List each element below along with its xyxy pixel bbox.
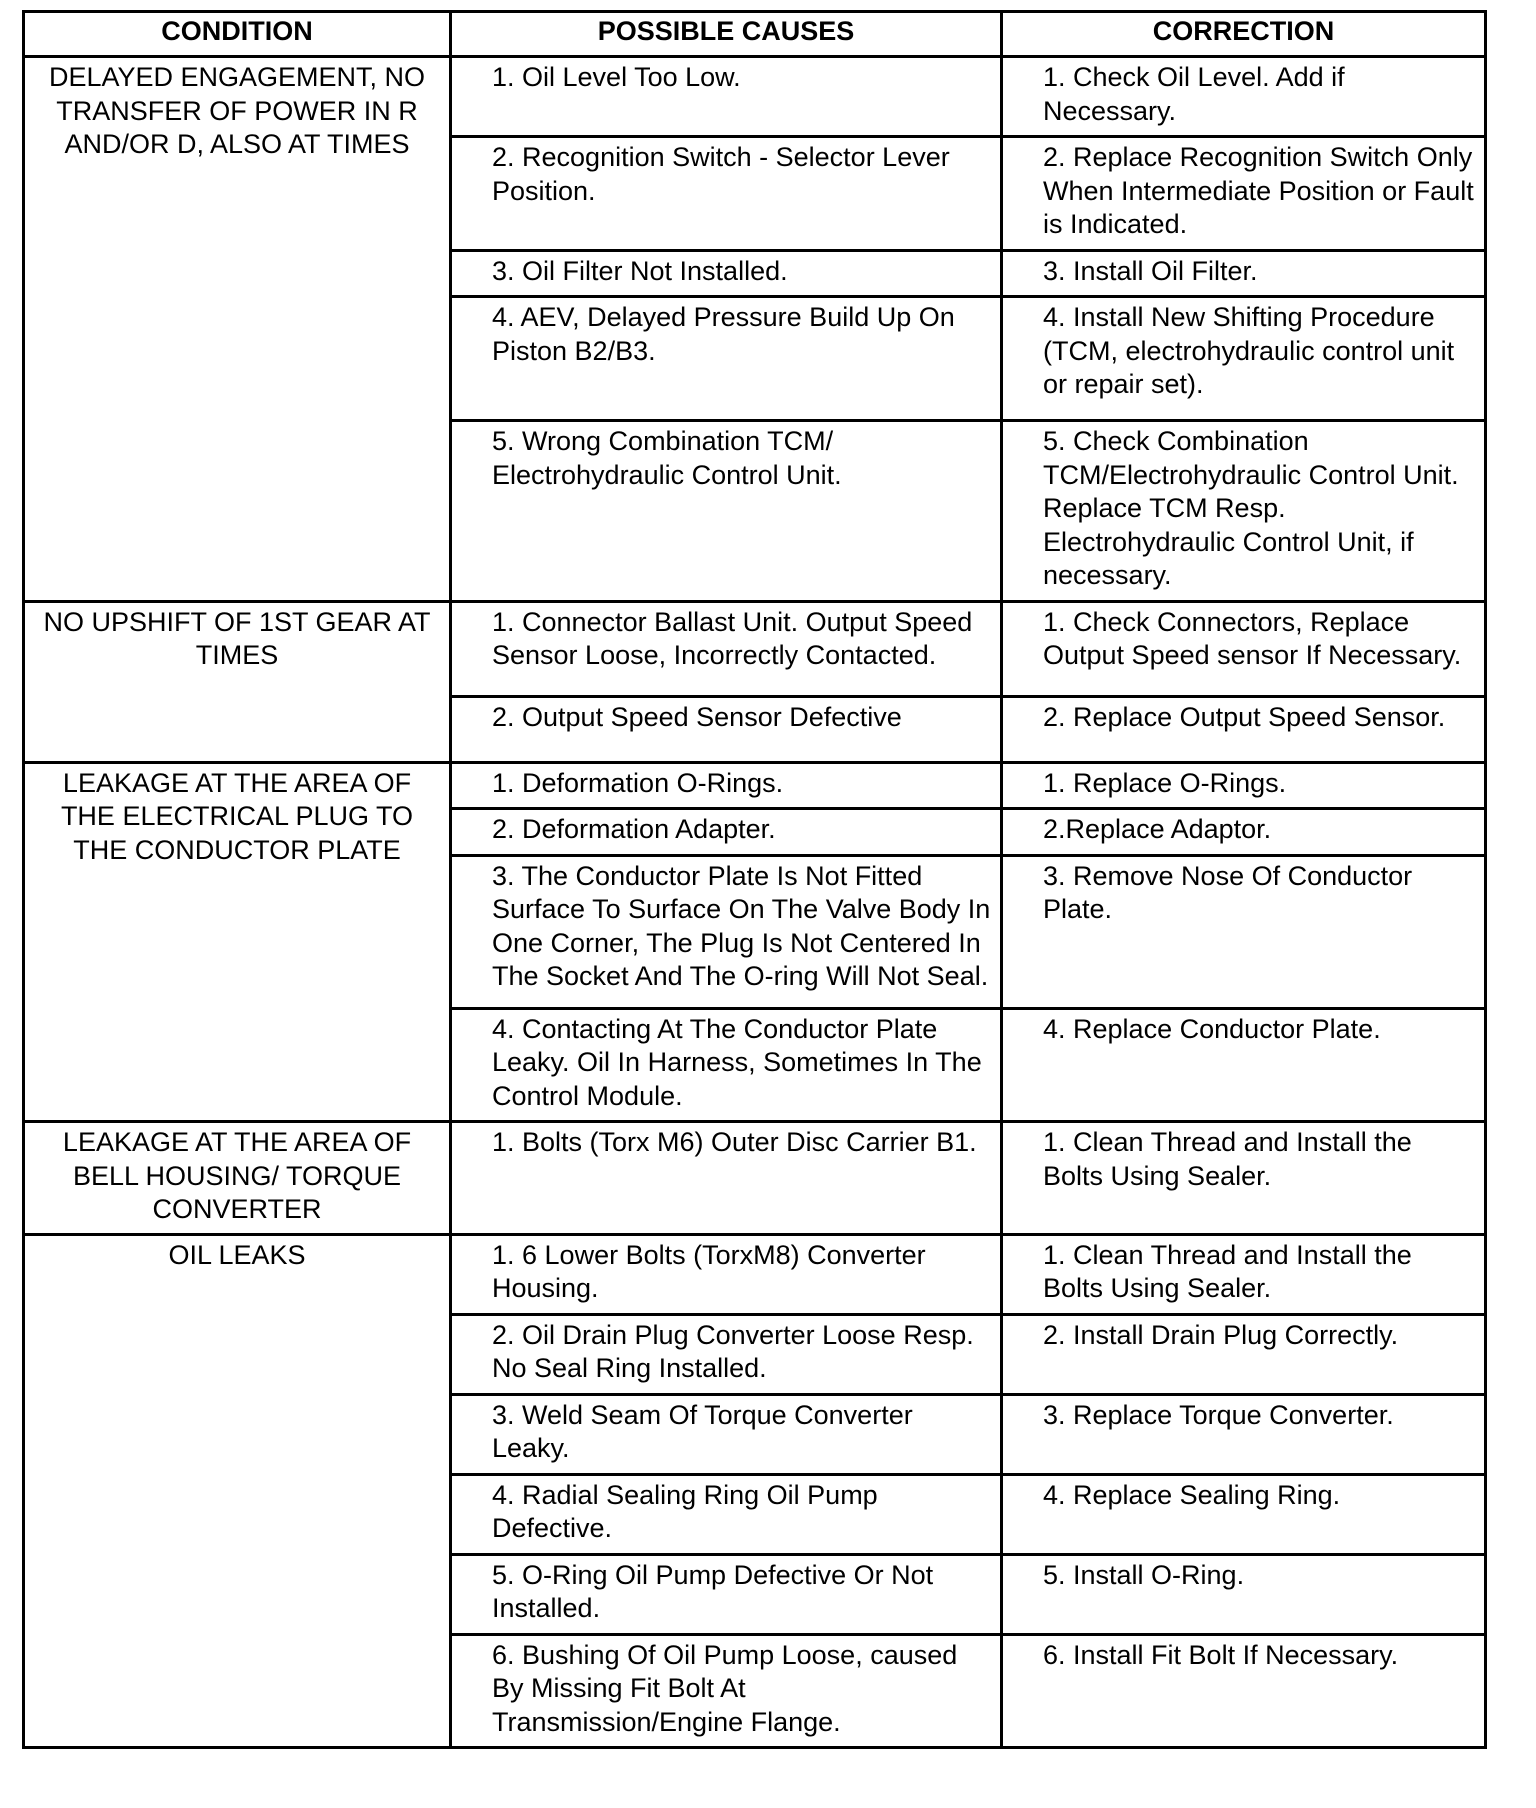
header-row xyxy=(24,12,1486,57)
correction-cell: 2.Replace Adaptor. xyxy=(1002,809,1486,856)
correction-header: CORRECTION xyxy=(1002,12,1486,57)
condition-cell: OIL LEAKS xyxy=(24,1234,451,1748)
correction-cell: 2. Replace Recognition Switch Only When Intermediate Position or Fault is Indicated. xyxy=(1002,137,1486,251)
cause-cell: 1. Deformation O-Rings. xyxy=(451,762,1002,809)
cause-cell: 1. Bolts (Torx M6) Outer Disc Carrier B1. xyxy=(451,1122,1002,1235)
correction-cell: 1. Clean Thread and Install the Bolts Using Sealer. xyxy=(1002,1234,1486,1314)
cause-cell: 1. Connector Ballast Unit. Output Speed Sensor Loose, Incorrectly Contacted. xyxy=(451,601,1002,696)
cause-cell: 1. Oil Level Too Low. xyxy=(451,57,1002,137)
cause-cell: 3. Oil Filter Not Installed. xyxy=(451,250,1002,297)
cause-cell: 3. The Conductor Plate Is Not Fitted Surface To Surface On The Valve Body In One Corner, The Plug Is Not Centered In The Socket And The O-ring Will Not Seal. xyxy=(451,855,1002,1008)
condition-cell: NO UPSHIFT OF 1ST GEAR AT TIMES xyxy=(24,601,451,762)
correction-cell: 4. Replace Sealing Ring. xyxy=(1002,1474,1486,1554)
cause-cell: 2. Oil Drain Plug Converter Loose Resp. No Seal Ring Installed. xyxy=(451,1314,1002,1394)
correction-cell: 3. Install Oil Filter. xyxy=(1002,250,1486,297)
table-row xyxy=(24,1122,1486,1235)
correction-cell: 1. Check Connectors, Replace Output Speed sensor If Necessary. xyxy=(1002,601,1486,696)
table-row xyxy=(24,762,1486,809)
cause-cell: 2. Recognition Switch - Selector Lever Position. xyxy=(451,137,1002,251)
table-row xyxy=(24,57,1486,137)
table-row xyxy=(24,1234,1486,1314)
cause-cell: 2. Output Speed Sensor Defective xyxy=(451,696,1002,762)
condition-cell: LEAKAGE AT THE AREA OF THE ELECTRICAL PLUG TO THE CONDUCTOR PLATE xyxy=(24,762,451,1122)
correction-cell: 1. Replace O-Rings. xyxy=(1002,762,1486,809)
cause-cell: 5. Wrong Combination TCM/ Electrohydraulic Control Unit. xyxy=(451,421,1002,602)
condition-header: CONDITION xyxy=(24,12,451,57)
condition-cell: LEAKAGE AT THE AREA OF BELL HOUSING/ TORQUE CONVERTER xyxy=(24,1122,451,1235)
correction-cell: 1. Clean Thread and Install the Bolts Using Sealer. xyxy=(1002,1122,1486,1235)
correction-cell: 2. Install Drain Plug Correctly. xyxy=(1002,1314,1486,1394)
correction-cell: 5. Install O-Ring. xyxy=(1002,1554,1486,1634)
correction-cell: 3. Replace Torque Converter. xyxy=(1002,1394,1486,1474)
cause-cell: 2. Deformation Adapter. xyxy=(451,809,1002,856)
diagnosis-table xyxy=(22,10,1487,1749)
condition-cell: DELAYED ENGAGEMENT, NO TRANSFER OF POWER IN R AND/OR D, ALSO AT TIMES xyxy=(24,57,451,602)
cause-cell: 4. Contacting At The Conductor Plate Leaky. Oil In Harness, Sometimes In The Control Module. xyxy=(451,1008,1002,1122)
cause-cell: 4. AEV, Delayed Pressure Build Up On Piston B2/B3. xyxy=(451,297,1002,421)
possible-causes-header: POSSIBLE CAUSES xyxy=(451,12,1002,57)
cause-cell: 4. Radial Sealing Ring Oil Pump Defective. xyxy=(451,1474,1002,1554)
correction-cell: 3. Remove Nose Of Conductor Plate. xyxy=(1002,855,1486,1008)
cause-cell: 1. 6 Lower Bolts (TorxM8) Converter Housing. xyxy=(451,1234,1002,1314)
cause-cell: 6. Bushing Of Oil Pump Loose, caused By Missing Fit Bolt At Transmission/Engine Flange. xyxy=(451,1634,1002,1748)
cause-cell: 5. O-Ring Oil Pump Defective Or Not Installed. xyxy=(451,1554,1002,1634)
cause-cell: 3. Weld Seam Of Torque Converter Leaky. xyxy=(451,1394,1002,1474)
correction-cell: 5. Check Combination TCM/Electrohydraulic Control Unit. Replace TCM Resp. Electrohydraulic Control Unit, if necessary. xyxy=(1002,421,1486,602)
correction-cell: 6. Install Fit Bolt If Necessary. xyxy=(1002,1634,1486,1748)
correction-cell: 4. Replace Conductor Plate. xyxy=(1002,1008,1486,1122)
correction-cell: 2. Replace Output Speed Sensor. xyxy=(1002,696,1486,762)
correction-cell: 4. Install New Shifting Procedure (TCM, electrohydraulic control unit or repair set). xyxy=(1002,297,1486,421)
correction-cell: 1. Check Oil Level. Add if Necessary. xyxy=(1002,57,1486,137)
table-row xyxy=(24,601,1486,696)
